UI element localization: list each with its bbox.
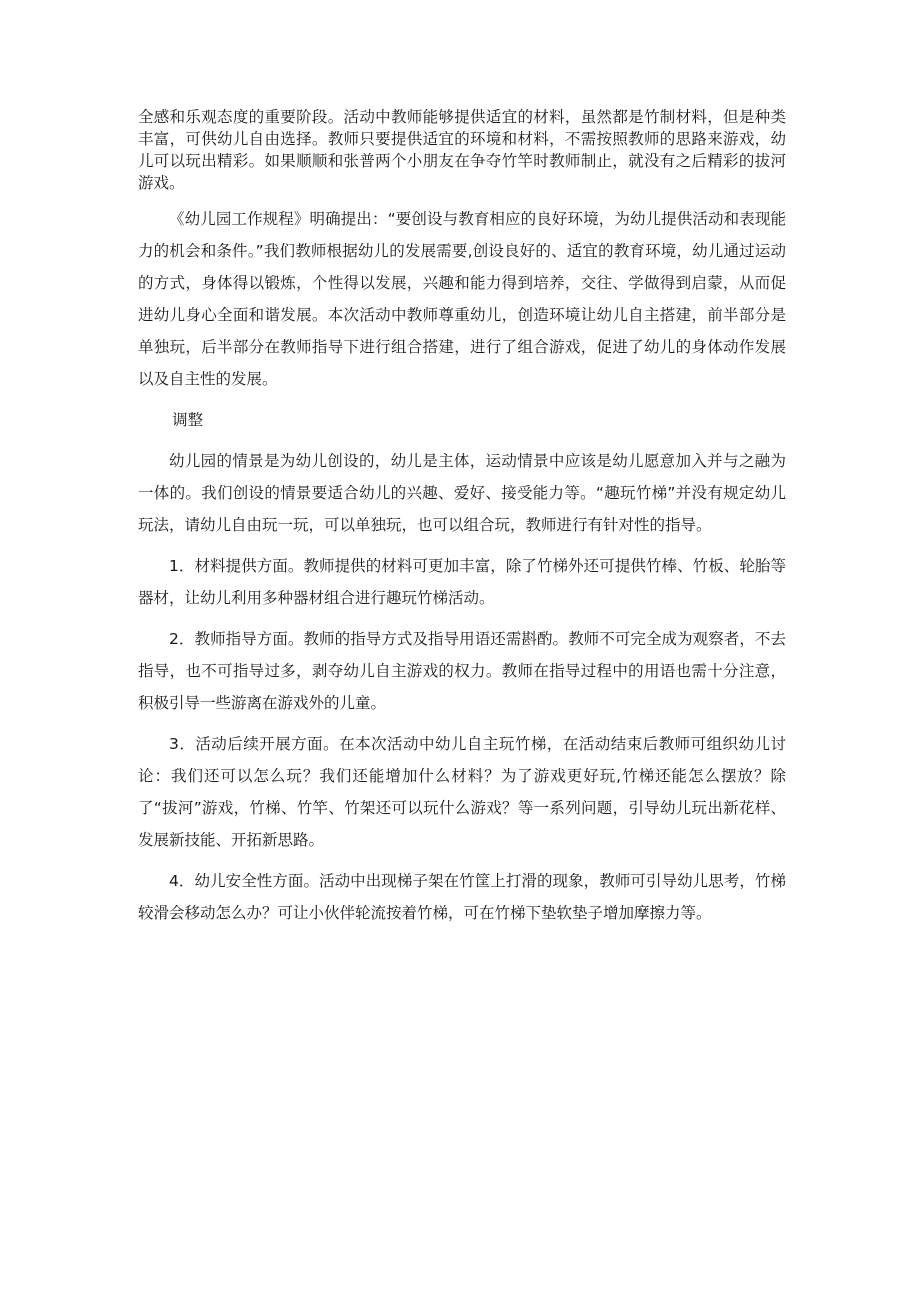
paragraph-continuation: 全感和乐观态度的重要阶段。活动中教师能够提供适宜的材料，虽然都是竹制材料，但是种类丰富，可供幼儿自由选择。教师只要提供适宜的环境和材料，不需按照教师的思路来游戏，幼儿可以玩出精彩。如果顺顺和张普两个小朋友在争夺竹竿时教师制止，就没有之后精彩的拔河游戏。 bbox=[138, 108, 786, 192]
list-item-materials: 1．材料提供方面。教师提供的材料可更加丰富，除了竹梯外还可提供竹棒、竹板、轮胎等器材，让幼儿利用多种器材组合进行趣玩竹梯活动。 bbox=[138, 557, 786, 607]
list-item-followup: 3．活动后续开展方面。在本次活动中幼儿自主玩竹梯，在活动结束后教师可组织幼儿讨论：我们还可以怎么玩？我们还能增加什么材料？为了游戏更好玩,竹梯还能怎么摆放？除了“拔河”游戏，竹梯、竹竿、竹架还可以玩什么游戏？等一系列问题，引导幼儿玩出新花样、发展新技能、开拓新思路。 bbox=[138, 735, 786, 849]
list-item-safety: 4．幼儿安全性方面。活动中出现梯子架在竹筐上打滑的现象，教师可引导幼儿思考，竹梯较滑会移动怎么办？可让小伙伴轮流按着竹梯，可在竹梯下垫软垫子增加摩擦力等。 bbox=[138, 872, 786, 922]
list-item-guidance: 2．教师指导方面。教师的指导方式及指导用语还需斟酌。教师不可完全成为观察者，不去指导，也不可指导过多，剥夺幼儿自主游戏的权力。教师在指导过程中的用语也需十分注意，积极引导一些游离在游戏外的儿童。 bbox=[138, 630, 786, 712]
document-page bbox=[138, 106, 786, 938]
section-heading-adjustment: 调整 bbox=[172, 411, 204, 429]
paragraph-scenario: 幼儿园的情景是为幼儿创设的，幼儿是主体，运动情景中应该是幼儿愿意加入并与之融为一体的。我们创设的情景要适合幼儿的兴趣、爱好、接受能力等。“趣玩竹梯”并没有规定幼儿玩法，请幼儿自由玩一玩，可以单独玩，也可以组合玩，教师进行有针对性的指导。 bbox=[138, 452, 786, 534]
paragraph-regulations: 《幼儿园工作规程》明确提出：“要创设与教育相应的良好环境，为幼儿提供活动和表现能力的机会和条件。”我们教师根据幼儿的发展需要,创设良好的、适宜的教育环境，幼儿通过运动的方式，身体得以锻炼，个性得以发展，兴趣和能力得到培养，交往、学做得到启蒙，从而促进幼儿身心全面和谐发展。本次活动中教师尊重幼儿，创造环境让幼儿自主搭建，前半部分是单独玩，后半部分在教师指导下进行组合搭建，进行了组合游戏，促进了幼儿的身体动作发展以及自主性的发展。 bbox=[138, 210, 786, 388]
